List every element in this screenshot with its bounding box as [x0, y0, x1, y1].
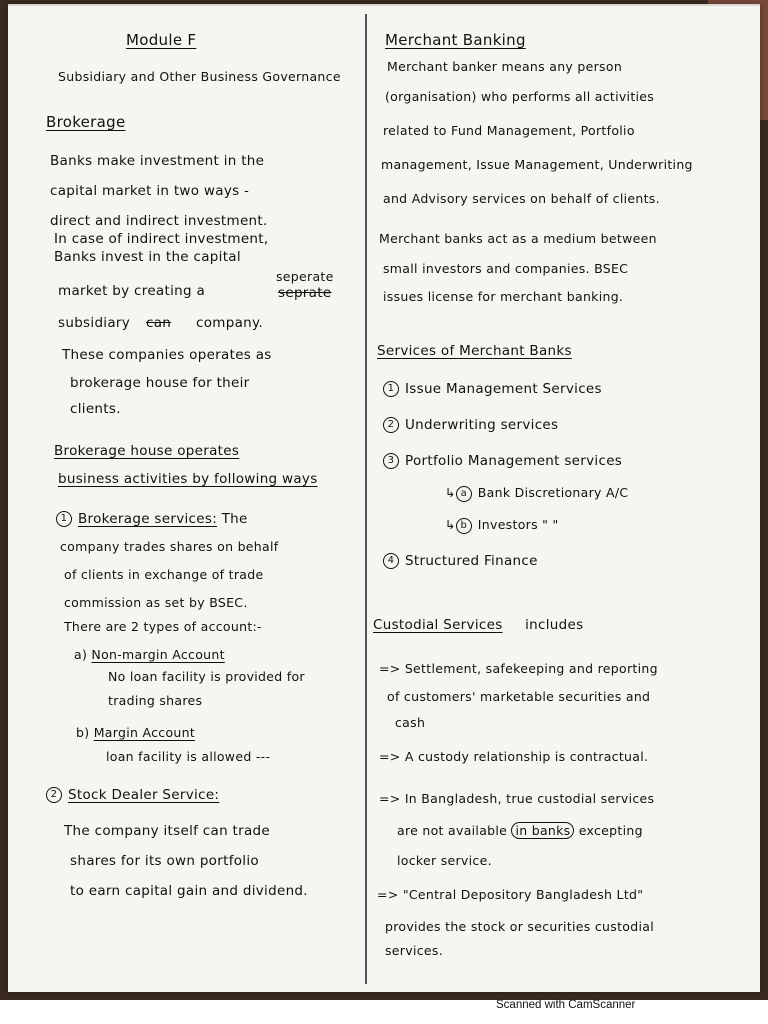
item-2-header	[46, 786, 219, 805]
custodial-line: => Settlement, safekeeping and reporting	[379, 661, 658, 676]
mb-line: (organisation) who performs all activities	[385, 89, 655, 104]
notebook-page	[8, 4, 760, 992]
arrow-icon: ↳	[445, 485, 456, 500]
intro-line: Banks invest in the capital	[54, 249, 241, 265]
sub-item-b	[445, 516, 559, 534]
custodial-line: => "Central Depository Bangladesh Ltd"	[377, 887, 644, 902]
item-number: 4	[383, 553, 399, 569]
service-item	[383, 552, 538, 571]
custodial-heading: Custodial Services	[373, 617, 503, 633]
sub-item-letter: b	[456, 518, 472, 534]
intro-line: subsidiary	[58, 315, 131, 331]
item-number: 1	[383, 381, 399, 397]
service-text: Issue Management Services	[405, 381, 602, 397]
account-a-label: a)	[74, 647, 88, 662]
custodial-line: of customers' marketable securities and	[387, 689, 651, 704]
intro-line: Banks make investment in the	[50, 153, 265, 169]
mb-line: Merchant banker means any person	[387, 59, 623, 74]
item-1-line: There are 2 types of account:-	[64, 619, 262, 634]
brokerage-heading: Brokerage	[46, 113, 126, 131]
intro-line: company.	[196, 315, 263, 331]
sub-item-text: Investors " "	[477, 517, 559, 532]
intro-line: market by creating a	[58, 283, 206, 299]
service-text: Portfolio Management services	[405, 453, 623, 469]
mb-line: Merchant banks act as a medium between	[379, 231, 657, 246]
custodial-line-mixed	[397, 822, 643, 840]
non-margin-line: No loan facility is provided for	[108, 669, 305, 684]
item-1-title: Brokerage services:	[78, 511, 218, 527]
intro-line: capital market in two ways -	[50, 183, 250, 199]
scanner-watermark: Scanned with CamScanner	[496, 999, 636, 1011]
mb-line: and Advisory services on behalf of clients.	[383, 191, 660, 206]
custodial-line: => In Bangladesh, true custodial services	[379, 791, 655, 806]
item-number: 3	[383, 453, 399, 469]
service-text: Underwriting services	[405, 417, 559, 433]
sub-item-letter: a	[456, 486, 472, 502]
mb-line: management, Issue Management, Underwriting	[381, 157, 693, 172]
item-number: 2	[46, 787, 62, 803]
account-a-header	[74, 646, 225, 664]
item-2-line: to earn capital gain and dividend.	[70, 883, 308, 899]
arrow-icon: ↳	[445, 517, 456, 532]
service-item	[383, 380, 602, 399]
sub-item-text: Bank Discretionary A/C	[477, 485, 629, 500]
custodial-line: => A custody relationship is contractual.	[379, 749, 649, 764]
margin-title: Margin Account	[93, 725, 196, 740]
item-1-title-rest: The	[221, 511, 248, 527]
margin-line: loan facility is allowed ---	[106, 749, 271, 764]
page-top-edge	[8, 4, 760, 6]
custodial-line: provides the stock or securities custodial	[385, 919, 654, 934]
item-1-line: commission as set by BSEC.	[64, 595, 248, 610]
custodial-line: cash	[395, 715, 426, 730]
item-1-line: company trades shares on behalf	[60, 539, 279, 554]
these-line: brokerage house for their	[70, 375, 250, 391]
account-b-label: b)	[76, 725, 90, 740]
operates-heading: Brokerage house operates	[54, 443, 240, 459]
item-2-title: Stock Dealer Service:	[68, 787, 220, 803]
service-item	[383, 452, 622, 471]
item-1-line: of clients in exchange of trade	[64, 567, 264, 582]
non-margin-title: Non-margin Account	[91, 647, 225, 662]
item-number: 1	[56, 511, 72, 527]
custodial-includes: includes	[525, 617, 584, 633]
non-margin-line: trading shares	[108, 693, 203, 708]
merchant-banking-heading: Merchant Banking	[385, 31, 526, 49]
circled-text: in banks	[511, 822, 574, 839]
service-item	[383, 416, 558, 435]
item-number: 2	[383, 417, 399, 433]
column-divider	[365, 14, 367, 984]
item-2-line: The company itself can trade	[64, 823, 271, 839]
sub-item-a	[445, 484, 628, 502]
custodial-text: are not available	[397, 823, 508, 838]
account-b-header	[76, 724, 195, 742]
struck-word: seprate	[278, 285, 332, 301]
intro-line: In case of indirect investment,	[54, 231, 269, 247]
these-line: clients.	[70, 401, 121, 417]
intro-line: direct and indirect investment.	[50, 213, 268, 229]
item-1-header	[56, 510, 248, 529]
struck-word: can	[146, 315, 172, 331]
operates-heading: business activities by following ways	[58, 471, 318, 487]
service-text: Structured Finance	[405, 553, 538, 569]
custodial-text: excepting	[578, 823, 643, 838]
mb-line: small investors and companies. BSEC	[383, 261, 629, 276]
custodial-line: services.	[385, 943, 443, 958]
mb-line: issues license for merchant banking.	[383, 289, 624, 304]
services-heading: Services of Merchant Banks	[377, 343, 572, 359]
custodial-header	[373, 616, 583, 635]
module-title: Module F	[126, 31, 197, 49]
page-subtitle: Subsidiary and Other Business Governance	[58, 69, 341, 84]
these-line: These companies operates as	[62, 347, 272, 363]
mb-line: related to Fund Management, Portfolio	[383, 123, 635, 138]
seperate-insert: seperate	[276, 269, 334, 284]
custodial-line: locker service.	[397, 853, 492, 868]
item-2-line: shares for its own portfolio	[70, 853, 259, 869]
